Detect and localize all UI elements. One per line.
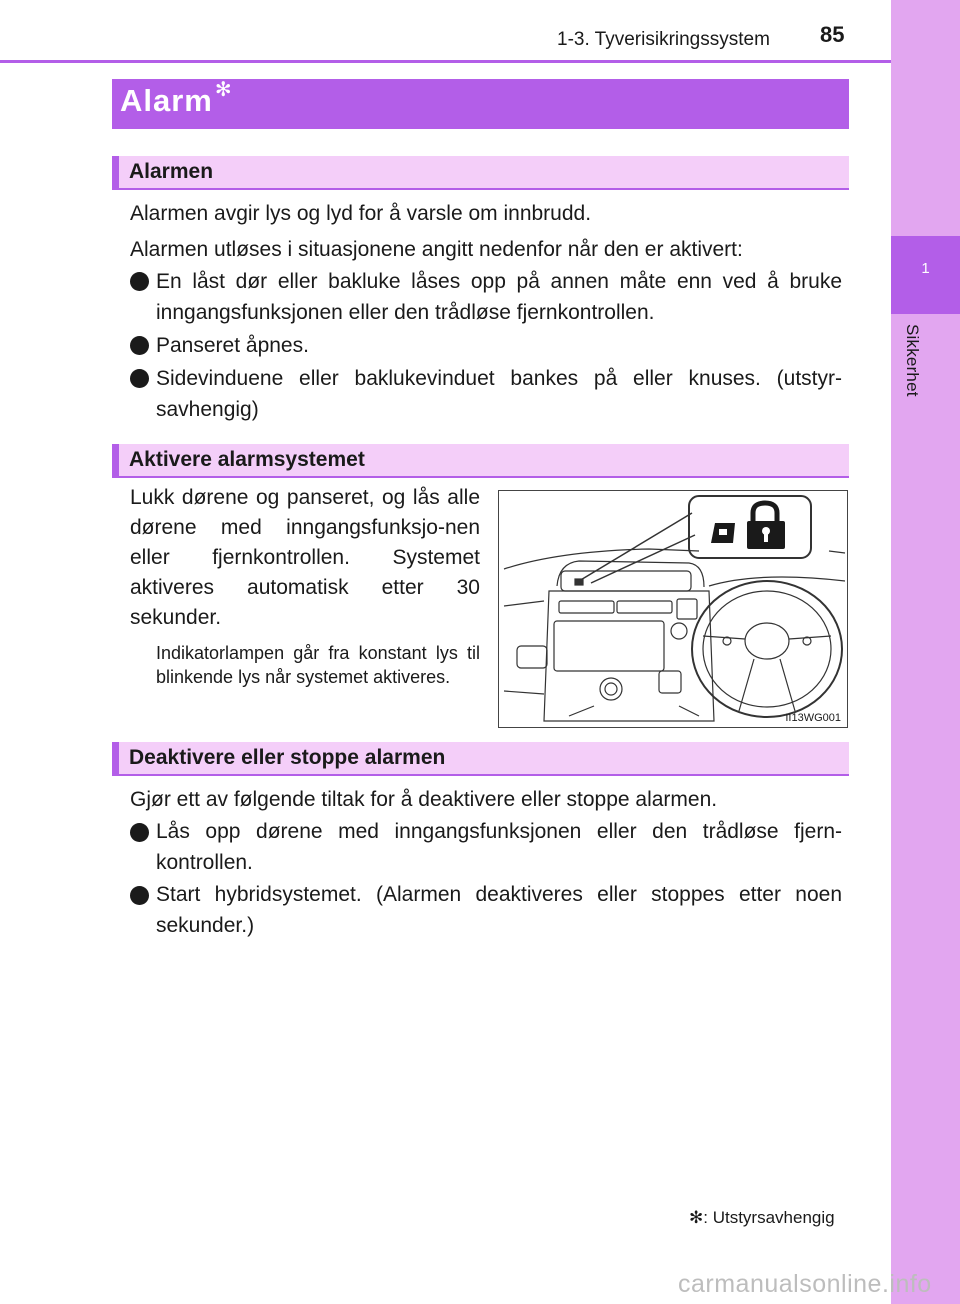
page-title: Alarm ✻	[120, 79, 233, 118]
alarmen-bullet-1: En låst dør eller bakluke låses opp på annen måte enn ved å bruke inngangsfunksjonen eller den trådløse fjernkontrollen.	[156, 270, 842, 324]
deaktivere-bullet-1: Lås opp dørene med inngangsfunksjonen eller den trådløse fjern-kontrollen.	[156, 820, 842, 874]
deaktivere-intro: Gjør ett av følgende tiltak for å deaktivere eller stoppe alarmen.	[130, 788, 718, 811]
section-heading-aktivere: Aktivere alarmsystemet	[112, 444, 849, 478]
asterisk-icon: ✻	[689, 1208, 704, 1227]
section-heading-alarmen: Alarmen	[112, 156, 849, 190]
dashboard-drawing	[499, 491, 847, 727]
watermark: carmanualsonline.info	[678, 1270, 932, 1298]
side-tab-bar	[891, 0, 960, 1304]
optional-asterisk: ✻	[214, 79, 233, 101]
chapter-number: 1	[921, 260, 930, 277]
bullet-icon	[130, 823, 149, 842]
deaktivere-bullet-2: Start hybridsystemet. (Alarmen deaktiveres eller stoppes etter noen sekunder.)	[156, 883, 842, 937]
alarmen-intro-1: Alarmen avgir lys og lyd for å varsle om innbrudd.	[130, 202, 592, 225]
page-number: 85	[820, 22, 845, 47]
security-lock-icon	[711, 503, 785, 549]
running-header: 1-3. Tyverisikringssystem	[557, 29, 770, 50]
alarmen-bullet-3: Sidevinduene eller baklukevinduet bankes på eller knuses. (utstyr-savhengig)	[156, 367, 842, 421]
aktivere-note: Indikatorlampen går fra konstant lys til blinkende lys når systemet aktiveres.	[156, 643, 480, 687]
alarmen-bullet-2: Panseret åpnes.	[156, 334, 309, 357]
bullet-icon	[130, 369, 149, 388]
chapter-tab[interactable]	[891, 236, 960, 314]
aktivere-body: Lukk dørene og panseret, og lås alle dørene med inngangsfunksjo-nen eller fjernkontrollen. Systemet aktiveres automatisk etter 30 sekunder.	[130, 486, 480, 629]
footnote: ✻: Utstyrsavhengig	[689, 1208, 835, 1227]
dashboard-illustration	[498, 490, 848, 728]
alarmen-intro-2: Alarmen utløses i situasjonene angitt nedenfor når den er aktivert:	[130, 238, 743, 261]
bullet-icon	[130, 272, 149, 291]
page-title-banner	[112, 79, 849, 129]
bullet-icon	[130, 886, 149, 905]
figure-code: II13WG001	[785, 712, 841, 724]
chapter-label: Sikkerhet	[903, 324, 922, 397]
section-heading-deaktivere: Deaktivere eller stoppe alarmen	[112, 742, 849, 776]
header-rule	[0, 60, 891, 63]
bullet-icon	[130, 336, 149, 355]
